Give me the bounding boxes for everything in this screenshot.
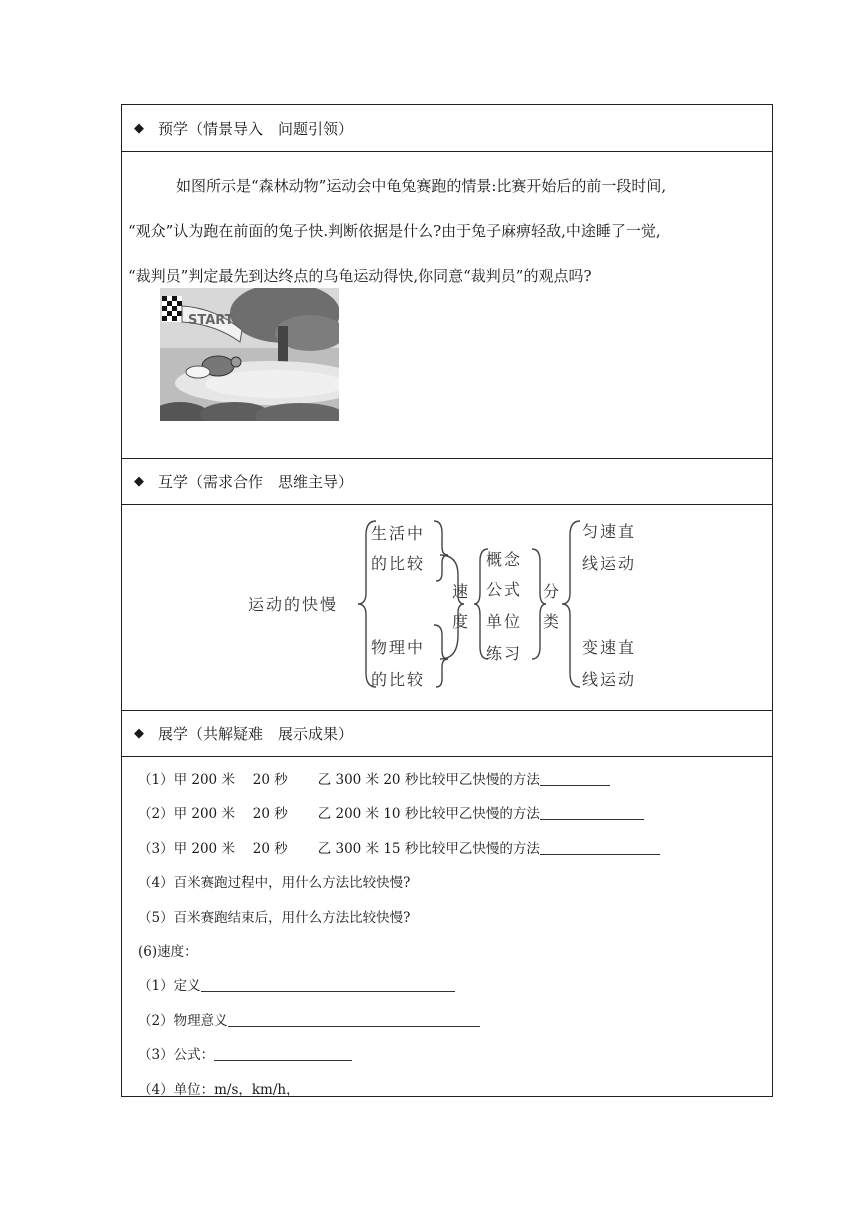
interact-header-text: 互学（需求合作 思维主导） bbox=[158, 473, 354, 491]
map-compare-b-1: 物理中 bbox=[371, 638, 426, 657]
practice-section bbox=[122, 756, 772, 1096]
meaning-line bbox=[138, 1004, 772, 1038]
preview-section-header bbox=[122, 105, 772, 151]
start-banner-text: START bbox=[188, 313, 234, 328]
formula-line bbox=[138, 1038, 772, 1072]
map-speed-1: 速 bbox=[452, 582, 471, 601]
intro-line-1: 如图所示是“森林动物”运动会中龟兔赛跑的情景:比赛开始后的前一段时间, bbox=[176, 177, 667, 195]
question-5: （5）百米赛跑结束后，用什么方法比较快慢? bbox=[138, 909, 411, 926]
question-2-b: 乙 200 米 10 秒比较甲乙快慢的方法 bbox=[317, 806, 540, 823]
map-item-formula: 公式 bbox=[486, 580, 523, 599]
question-4: （4）百米赛跑过程中，用什么方法比较快慢? bbox=[138, 875, 411, 892]
show-header-text: 展学（共解疑难 展示成果） bbox=[158, 725, 354, 743]
question-2-a: （2）甲 200 米 20 秒 bbox=[138, 806, 288, 823]
map-variable-2: 线运动 bbox=[582, 670, 637, 689]
question-6: (6)速度： bbox=[138, 943, 198, 960]
question-1-b: 乙 300 米 20 秒比较甲乙快慢的方法 bbox=[317, 772, 540, 788]
definition-blank[interactable] bbox=[201, 977, 455, 992]
map-speed-2: 度 bbox=[452, 612, 471, 631]
preview-header-text: 预学（情景导入 问题引领） bbox=[158, 119, 354, 138]
meaning-label: （2）物理意义 bbox=[138, 1012, 228, 1029]
question-2 bbox=[138, 797, 772, 831]
diamond-bullet-icon: ◆ bbox=[134, 474, 144, 489]
map-item-practice: 练习 bbox=[486, 644, 523, 663]
concept-map-braces bbox=[122, 505, 772, 711]
diamond-bullet-icon: ◆ bbox=[134, 726, 144, 741]
question-3 bbox=[138, 832, 772, 866]
show-section-header bbox=[122, 710, 772, 756]
speed-concept-map bbox=[122, 504, 772, 710]
map-classify-1: 分 bbox=[543, 582, 562, 601]
map-root: 运动的快慢 bbox=[248, 595, 339, 614]
unit-line: （4）单位：m/s，km/h， bbox=[138, 1081, 300, 1098]
map-item-concept: 概念 bbox=[486, 550, 523, 569]
intro-line-3: “裁判员”判定最先到达终点的乌龟运动得快,你同意“裁判员”的观点吗? bbox=[128, 267, 592, 285]
definition-label: （1）定义 bbox=[138, 978, 201, 995]
map-compare-b-2: 的比较 bbox=[371, 670, 426, 689]
meaning-blank[interactable] bbox=[228, 1012, 480, 1027]
map-variable-1: 变速直 bbox=[582, 638, 637, 657]
question-1 bbox=[138, 763, 772, 797]
map-compare-a-2: 的比较 bbox=[371, 554, 426, 573]
map-compare-a-1: 生活中 bbox=[371, 524, 426, 543]
answer-blank-3[interactable] bbox=[540, 840, 660, 855]
map-item-unit: 单位 bbox=[486, 612, 523, 631]
interact-section-header bbox=[122, 458, 772, 504]
formula-label: （3）公式： bbox=[138, 1047, 215, 1064]
map-classify-2: 类 bbox=[543, 612, 562, 631]
definition-line bbox=[138, 969, 772, 1003]
diamond-bullet-icon: ◆ bbox=[134, 120, 144, 136]
question-3-b: 乙 300 米 15 秒比较甲乙快慢的方法 bbox=[317, 840, 540, 857]
map-uniform-1: 匀速直 bbox=[582, 522, 637, 541]
answer-blank-2[interactable] bbox=[540, 805, 644, 820]
tortoise-hare-race-image bbox=[160, 288, 339, 421]
answer-blank-1[interactable] bbox=[540, 771, 610, 786]
question-3-a: （3）甲 200 米 20 秒 bbox=[138, 840, 288, 857]
intro-line-2: “观众”认为跑在前面的兔子快.判断依据是什么?由于兔子麻痹轻敌,中途睡了一觉, bbox=[128, 222, 661, 240]
map-uniform-2: 线运动 bbox=[582, 554, 637, 573]
lesson-table bbox=[121, 104, 773, 1097]
formula-blank[interactable] bbox=[214, 1046, 352, 1061]
question-1-a: （1）甲 200 米 20 秒 bbox=[138, 772, 288, 788]
intro-section bbox=[122, 151, 772, 458]
